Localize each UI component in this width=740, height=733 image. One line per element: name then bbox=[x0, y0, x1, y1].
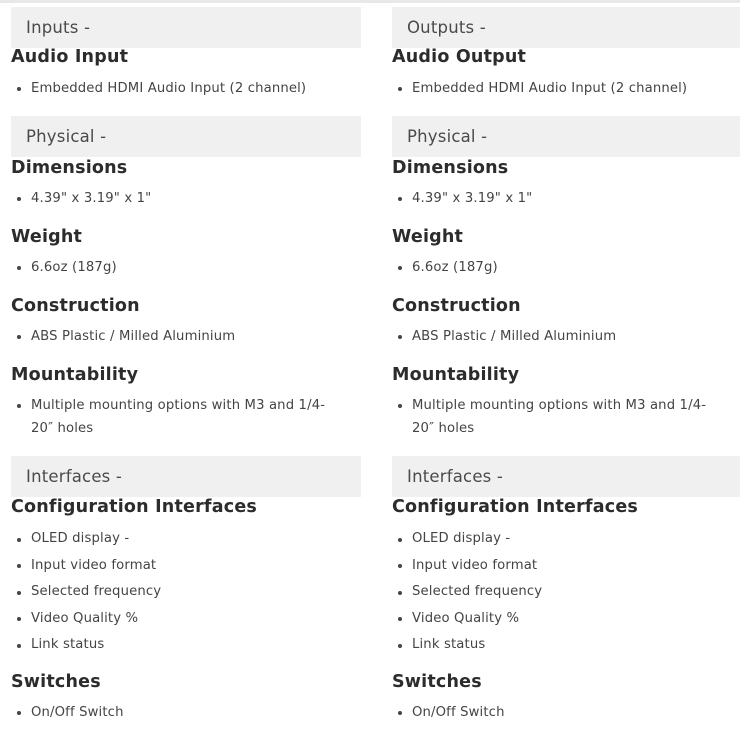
construction-list bbox=[392, 325, 740, 348]
list-item: Selected frequency bbox=[11, 579, 361, 606]
list-item: ABS Plastic / Milled Aluminium bbox=[392, 325, 740, 348]
list-item: Multiple mounting options with M3 and 1/4-20″ holes bbox=[11, 394, 341, 440]
group-title-construction: Construction bbox=[392, 296, 521, 316]
list-item: Video Quality % bbox=[11, 606, 361, 633]
list-item: Input video format bbox=[11, 553, 361, 580]
construction-list bbox=[11, 325, 361, 348]
configuration-interfaces-list bbox=[392, 526, 740, 659]
configuration-interfaces-list bbox=[11, 526, 361, 659]
group-title-configuration-interfaces: Configuration Interfaces bbox=[11, 497, 258, 517]
list-item: On/Off Switch bbox=[392, 701, 740, 724]
list-item: Link status bbox=[11, 632, 361, 659]
group-title-audio-output: Audio Output bbox=[392, 47, 527, 67]
list-item: Embedded HDMI Audio Input (2 channel) bbox=[11, 77, 361, 100]
group-title-mountability: Mountability bbox=[11, 365, 139, 385]
list-item: OLED display - bbox=[11, 526, 361, 553]
section-header-physical: Physical - bbox=[392, 116, 740, 157]
group-title-audio-input: Audio Input bbox=[11, 47, 129, 67]
group-title-switches: Switches bbox=[11, 672, 101, 692]
list-item: Video Quality % bbox=[392, 606, 740, 633]
top-divider bbox=[0, 0, 740, 3]
dimensions-list bbox=[11, 187, 361, 210]
switches-list bbox=[392, 701, 740, 724]
group-title-mountability: Mountability bbox=[392, 365, 520, 385]
section-header-interfaces: Interfaces - bbox=[392, 456, 740, 497]
list-item: 6.6oz (187g) bbox=[392, 256, 740, 279]
mountability-list bbox=[392, 394, 722, 440]
group-title-weight: Weight bbox=[11, 227, 83, 247]
list-item: ABS Plastic / Milled Aluminium bbox=[11, 325, 361, 348]
mountability-list bbox=[11, 394, 341, 440]
weight-list bbox=[392, 256, 740, 279]
group-title-weight: Weight bbox=[392, 227, 464, 247]
list-item: Selected frequency bbox=[392, 579, 740, 606]
audio-output-list bbox=[392, 77, 740, 100]
section-header-physical: Physical - bbox=[11, 116, 361, 157]
list-item: 6.6oz (187g) bbox=[11, 256, 361, 279]
group-title-dimensions: Dimensions bbox=[11, 158, 128, 178]
group-title-dimensions: Dimensions bbox=[392, 158, 509, 178]
section-header-inputs: Inputs - bbox=[11, 7, 361, 48]
list-item: Multiple mounting options with M3 and 1/4-20″ holes bbox=[392, 394, 722, 440]
group-title-construction: Construction bbox=[11, 296, 140, 316]
list-item: OLED display - bbox=[392, 526, 740, 553]
list-item: 4.39" x 3.19" x 1" bbox=[392, 187, 740, 210]
audio-input-list bbox=[11, 77, 361, 100]
list-item: Link status bbox=[392, 632, 740, 659]
list-item: Input video format bbox=[392, 553, 740, 580]
dimensions-list bbox=[392, 187, 740, 210]
switches-list bbox=[11, 701, 361, 724]
list-item: 4.39" x 3.19" x 1" bbox=[11, 187, 361, 210]
list-item: On/Off Switch bbox=[11, 701, 361, 724]
weight-list bbox=[11, 256, 361, 279]
section-header-interfaces: Interfaces - bbox=[11, 456, 361, 497]
section-header-outputs: Outputs - bbox=[392, 7, 740, 48]
group-title-switches: Switches bbox=[392, 672, 482, 692]
list-item: Embedded HDMI Audio Input (2 channel) bbox=[392, 77, 740, 100]
group-title-configuration-interfaces: Configuration Interfaces bbox=[392, 497, 639, 517]
